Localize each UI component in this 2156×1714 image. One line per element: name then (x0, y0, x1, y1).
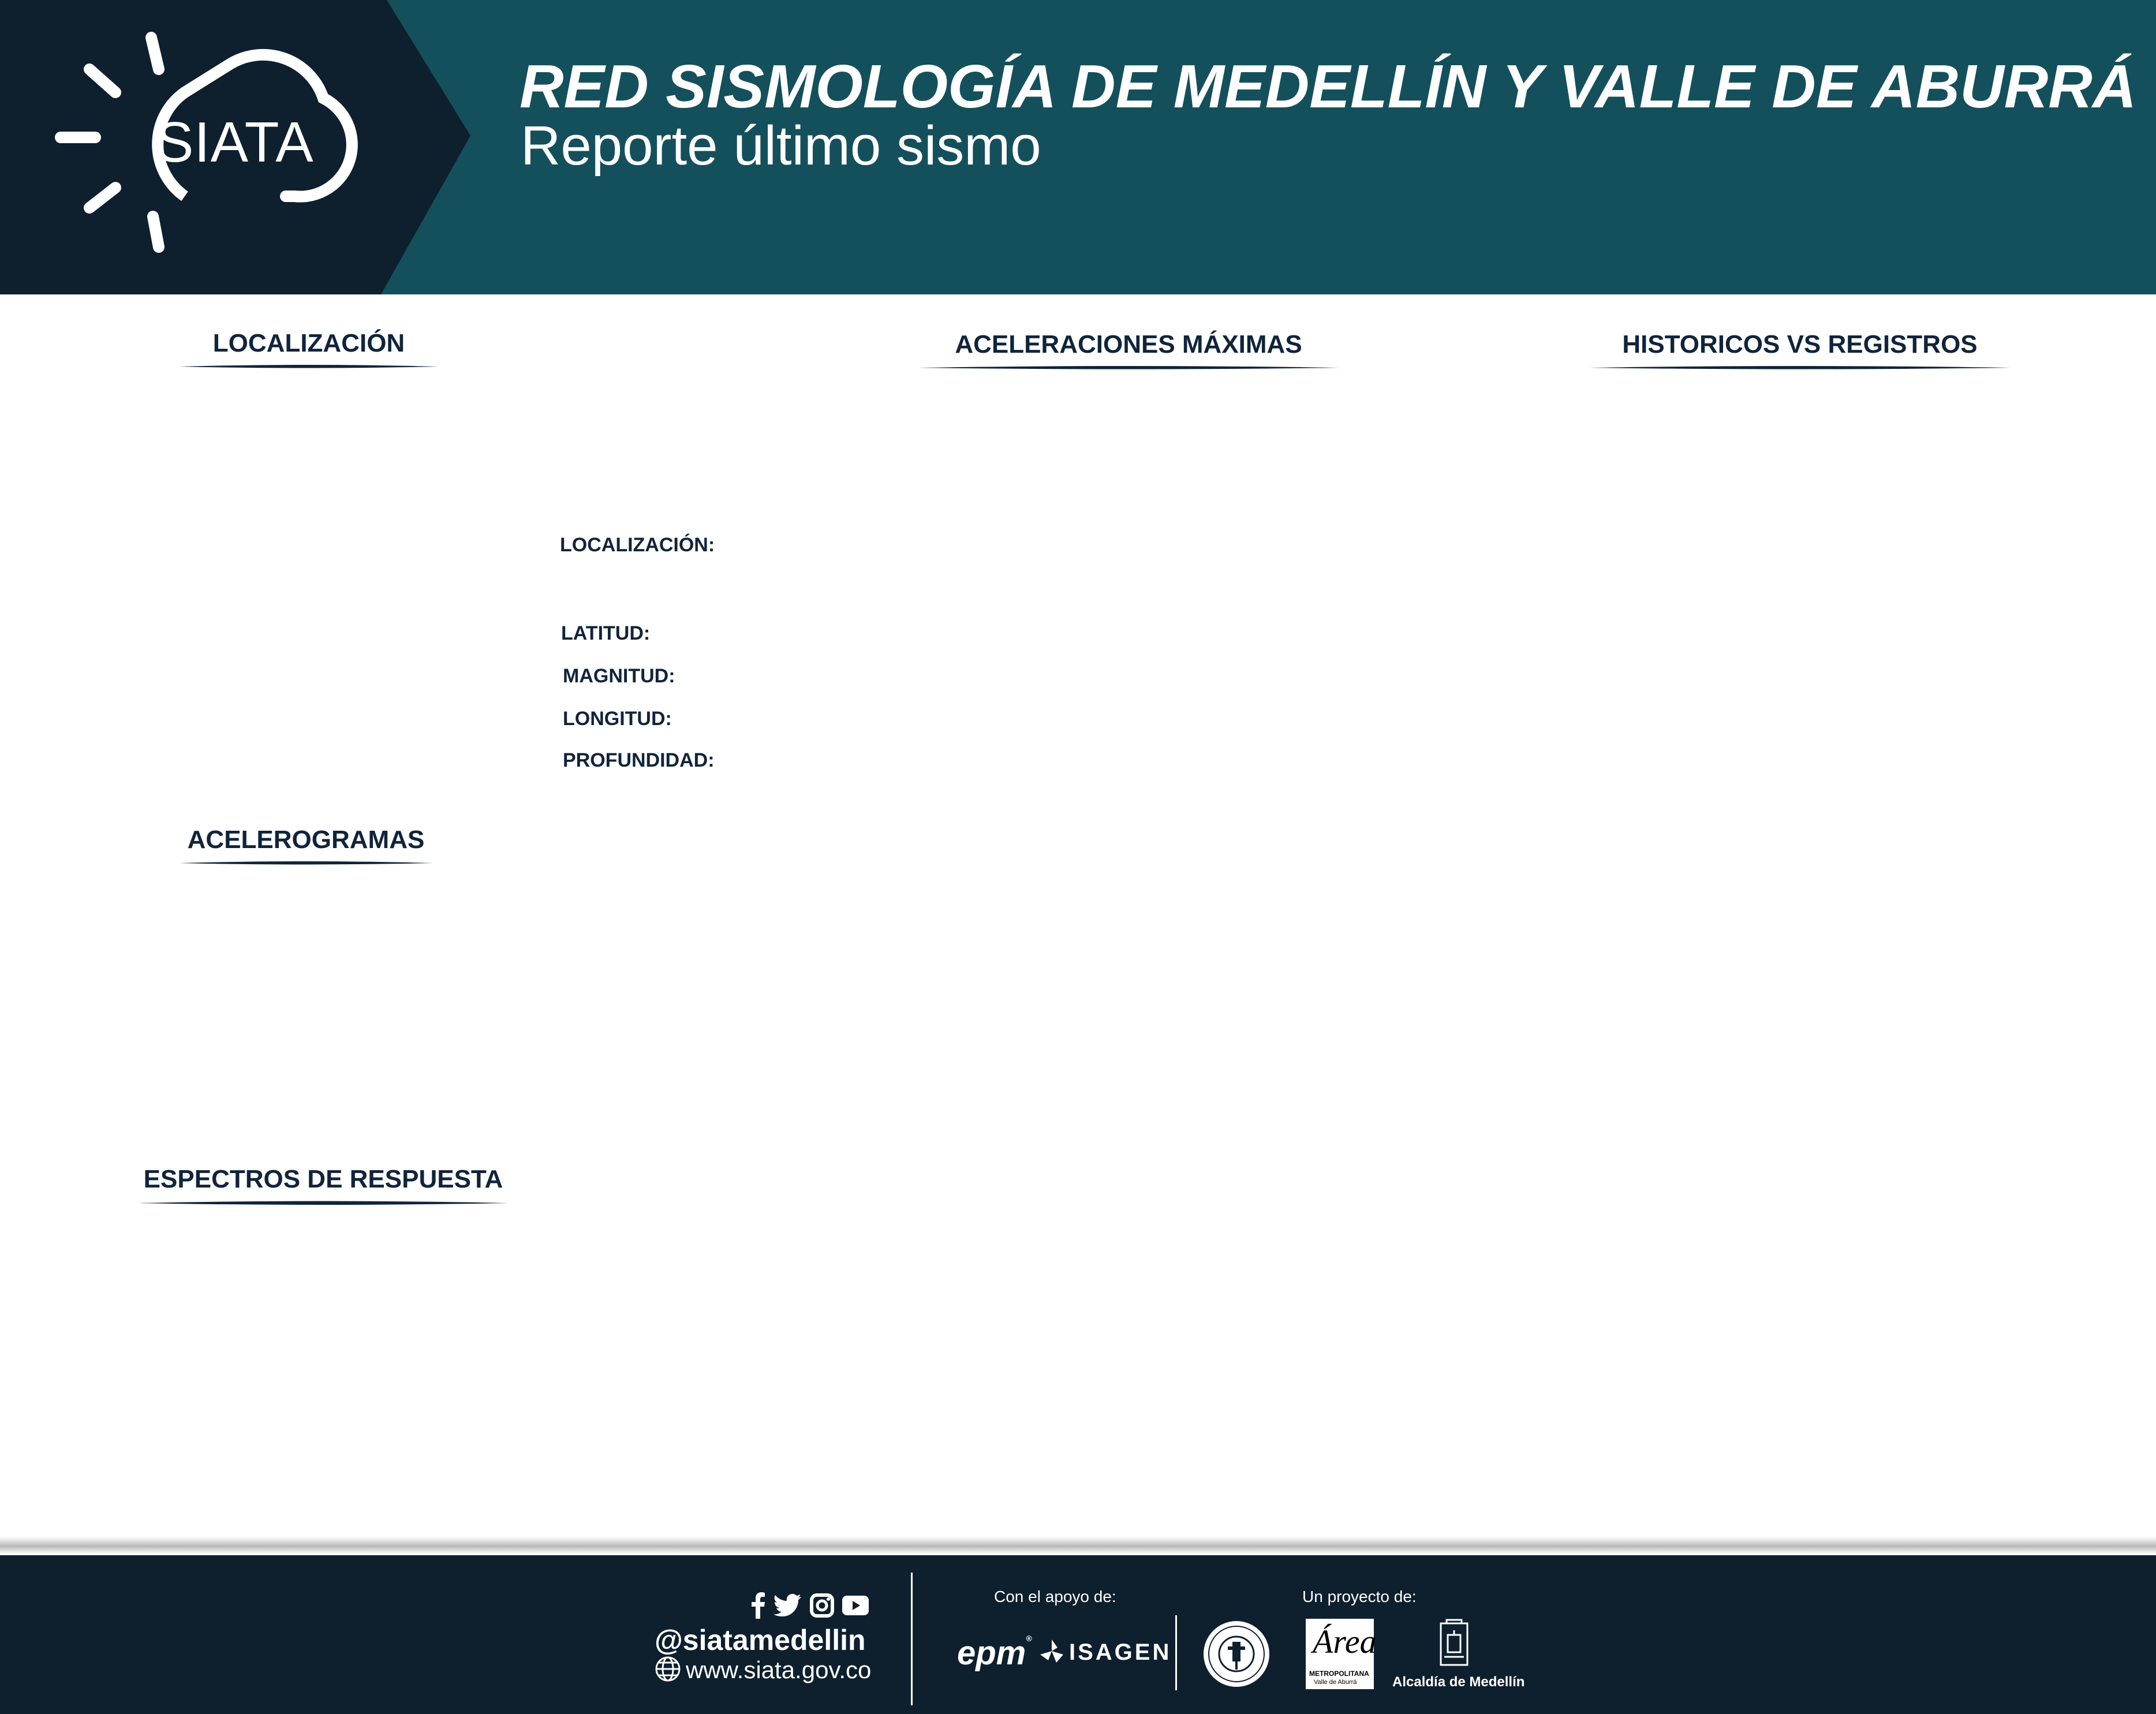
facebook-icon[interactable] (750, 1592, 765, 1622)
page-subtitle: Reporte último sismo (521, 115, 1041, 177)
footer-shadow (0, 1537, 2156, 1554)
isagen-logo (1039, 1638, 1171, 1667)
page-title: RED SISMOLOGÍA DE MEDELLÍN Y VALLE DE ABURRÁ (520, 53, 2137, 121)
instagram-icon[interactable] (810, 1593, 834, 1620)
section-localizacion (179, 329, 439, 369)
alcaldia-shield-icon (1437, 1619, 1471, 1672)
section-underline (139, 1200, 508, 1207)
epm-text: epm (957, 1634, 1026, 1672)
twitter-icon[interactable] (774, 1594, 801, 1620)
footer-divider (911, 1573, 913, 1705)
section-historicos (1589, 330, 2011, 371)
section-espectros-label: ESPECTROS DE RESPUESTA (143, 1165, 503, 1193)
social-icons (750, 1592, 875, 1621)
section-underline (179, 860, 433, 866)
section-underline (1589, 365, 2011, 371)
epm-logo: epm® (957, 1634, 1032, 1672)
field-magnitud: MAGNITUD: (563, 665, 675, 687)
medellin-seal-icon (1202, 1620, 1271, 1688)
logo-text: SIATA (156, 110, 314, 174)
social-handle[interactable]: @siatamedellin (655, 1624, 866, 1656)
section-localizacion-label: LOCALIZACIÓN (212, 329, 405, 357)
field-profundidad: PROFUNDIDAD: (563, 749, 715, 771)
footer-divider (1175, 1615, 1177, 1690)
area-title: Área (1313, 1623, 1377, 1660)
section-acelerogramas (179, 826, 433, 866)
project-label: Un proyecto de: (1302, 1588, 1417, 1605)
youtube-icon[interactable] (842, 1596, 869, 1618)
area-line1: METROPOLITANA (1309, 1670, 1369, 1678)
website-text: www.siata.gov.co (686, 1656, 872, 1684)
section-aceleraciones-label: ACELERACIONES MÁXIMAS (955, 330, 1302, 359)
isagen-icon (1039, 1638, 1064, 1667)
area-line2: Valle de Aburrá (1314, 1679, 1357, 1686)
footer (0, 1555, 2156, 1714)
isagen-text: ISAGEN (1069, 1640, 1172, 1665)
field-longitud: LONGITUD: (563, 708, 672, 730)
section-aceleraciones (918, 330, 1339, 371)
section-acelerogramas-label: ACELEROGRAMAS (187, 826, 425, 854)
field-localizacion: LOCALIZACIÓN: (560, 534, 715, 556)
section-underline (179, 364, 439, 369)
section-espectros (139, 1165, 508, 1207)
area-metropolitana-logo (1306, 1619, 1377, 1689)
section-historicos-label: HISTORICOS VS REGISTROS (1622, 330, 1978, 359)
globe-icon (655, 1656, 681, 1688)
website-link[interactable] (655, 1656, 871, 1688)
field-latitud: LATITUD: (561, 622, 651, 644)
support-label: Con el apoyo de: (994, 1588, 1116, 1605)
alcaldia-text: Alcaldía de Medellín (1392, 1674, 1525, 1690)
section-underline (918, 365, 1339, 371)
header-banner (0, 0, 2156, 294)
